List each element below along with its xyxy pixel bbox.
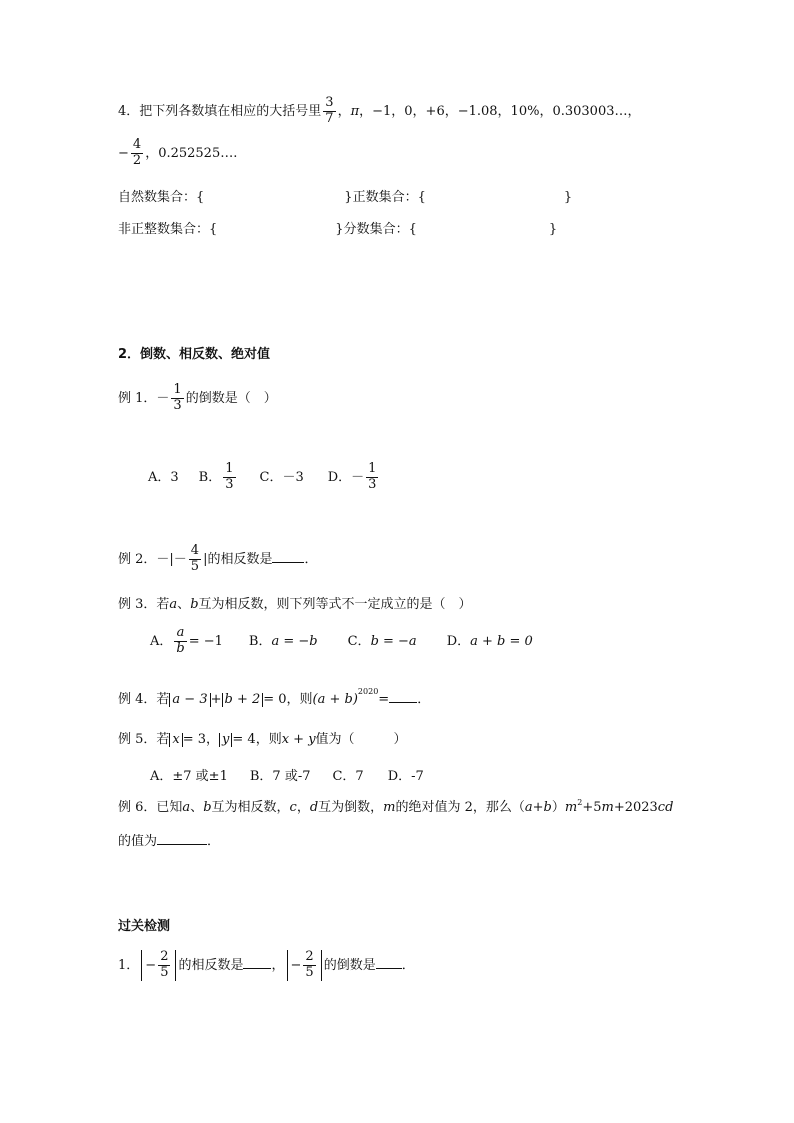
answer-blank[interactable] (243, 956, 271, 969)
q4-prefix: 4．把下列各数填在相应的大括号里 (118, 103, 322, 119)
check-question-1: 1． − $\frac{2}{5}$ 的相反数是 ， − $\frac{2}{5}$ 的倒数是 ． (118, 949, 415, 980)
example-3-options: A． $\frac{a}{b}$ = −1 B．a = −b C．b = −a D．a + b = 0 (150, 625, 533, 656)
option-d: D． (446, 633, 471, 649)
option-b: B． (248, 633, 272, 649)
fraction-set-label: 分数集合：{ (343, 222, 417, 237)
example-5: 例 5．若 x = 3， y = 4，则x + y值为（ ） (118, 732, 407, 747)
answer-blank[interactable] (272, 550, 304, 563)
option-d: D．－ (327, 469, 365, 485)
example-1-options: A．3 B． $\frac{1}{3}$ C．－3 D．－ $\frac{1}{3}$ (148, 461, 377, 492)
absolute-value-neg-2-5: − $\frac{2}{5}$ (287, 950, 322, 981)
check-section-title: 过关检测 (118, 919, 171, 934)
example-6: 例 6．已知a、b互为相反数，c，d互为倒数，m的绝对值为 2，那么$(a+b)m^2+5m+2023cd$ (118, 798, 674, 815)
example-2: 例 2．－|－ $\frac{4}{5}$ |的相反数是 ． (118, 543, 318, 574)
nonpos-int-set-label: 非正整数集合：{ (118, 222, 218, 237)
option-a: A．3 (148, 469, 179, 485)
natural-set-line: 自然数集合：{ }正数集合：{ } (118, 190, 573, 205)
option-c: C．－3 (259, 469, 304, 485)
absolute-value-y: y (219, 733, 232, 747)
fraction-1-3: $\frac{1}{3}$ (173, 382, 182, 413)
fraction-4-5: $\frac{4}{5}$ (190, 543, 200, 574)
nonpos-int-set-line: 非正整数集合：{ }分数集合：{ } (118, 222, 558, 237)
answer-blank[interactable] (389, 690, 417, 703)
q4-line2: − $\frac{4}{2}$ ，0.252525…. (118, 137, 238, 168)
example-5-options (150, 765, 424, 784)
absolute-value-a-minus-3: a − 3 (169, 693, 210, 707)
q4-line1: 4．把下列各数填在相应的大括号里 $\frac{3}{7}$ ，π，−1，0，+6，−1.08，10%，0.303003…， (118, 95, 641, 126)
natural-set-label: 自然数集合：{ (118, 190, 205, 205)
option-b: B． (198, 469, 222, 485)
absolute-value-x: x (169, 733, 182, 747)
section-title: 2．倒数、相反数、绝对值 (118, 347, 271, 362)
example-1: 例 1．－ $\frac{1}{3}$ 的倒数是（ ） (118, 382, 277, 413)
answer-blank[interactable] (376, 956, 402, 969)
option-b: B．7 或-7 (249, 769, 311, 784)
option-c: C．7 (332, 769, 364, 784)
positive-set-label: 正数集合：{ (352, 190, 426, 205)
q4-numbers: ，−1，0，+6，−1.08，10%，0.303003…， (359, 103, 641, 119)
option-a: A．±7 或±1 (150, 769, 228, 784)
pi-symbol: π (350, 103, 360, 119)
fraction-3-7: $\frac{3}{7}$ (325, 95, 334, 126)
example-6-line2: 的值为 ． (118, 834, 221, 849)
option-c: C． (347, 633, 371, 649)
example-4: 例 4．若 a − 3 + b + 2 = 0，则$(a + b)^{2020}=$ ． (118, 687, 431, 707)
answer-blank[interactable] (157, 832, 207, 845)
absolute-value-neg-2-5: − $\frac{2}{5}$ (141, 950, 176, 981)
option-d: D．-7 (387, 769, 424, 784)
fraction-4-2: $\frac{4}{2}$ (132, 137, 142, 168)
example-3: 例 3．若a、b互为相反数，则下列等式不一定成立的是（ ） (118, 597, 472, 612)
option-a: A． (150, 633, 173, 649)
absolute-value-b-plus-2: b + 2 (222, 693, 264, 707)
